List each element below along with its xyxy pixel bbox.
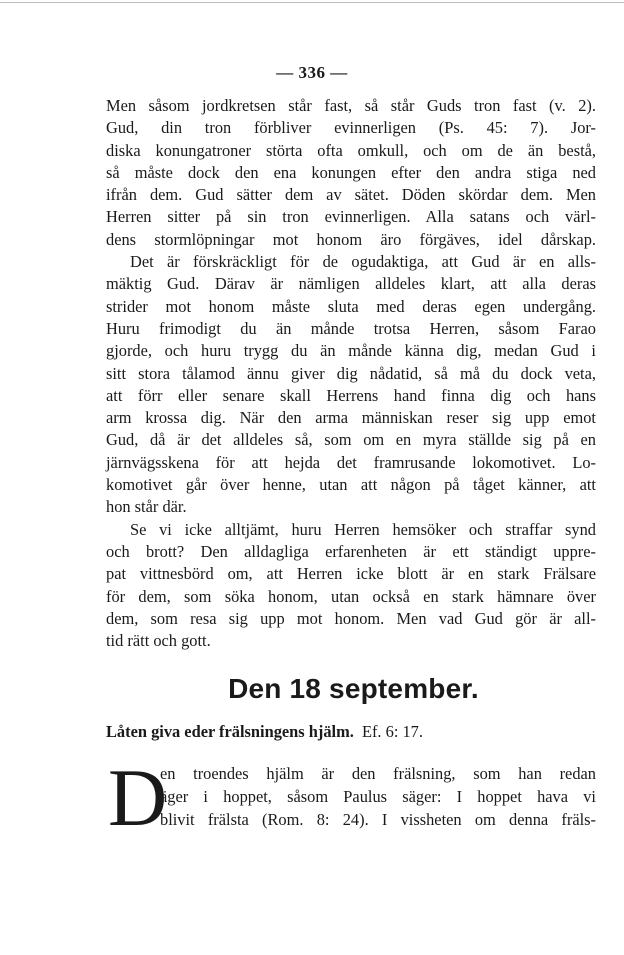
text-line: sitt stora tålamod ännu giver dig nådatid, så må du dock veta, bbox=[106, 363, 596, 383]
text-line: strider mot honom måste sluta med deras egen undergång. bbox=[106, 296, 596, 316]
text-line: Gud, då är det alldeles så, som om en myra ställde sig på en bbox=[106, 430, 596, 450]
text-line: gjorde, och huru trygg du än månde känna dig, medan Gud i bbox=[106, 341, 596, 361]
page-top-edge bbox=[0, 2, 624, 3]
text-line: tid rätt och gott. bbox=[106, 631, 211, 651]
text-line: äger i hoppet, såsom Paulus säger: I hoppet hava vi bbox=[160, 787, 596, 806]
text-line: dem, som resa sig upp mot honom. Men vad Gud gör är all- bbox=[106, 608, 596, 628]
section-heading: Den 18 september. bbox=[228, 673, 479, 704]
text-line: hon står där. bbox=[106, 497, 187, 517]
text-line: att förr eller senare skall Herrens hand finna dig och hans bbox=[106, 385, 596, 405]
text-line: Huru frimodigt du än månde trotsa Herren, såsom Farao bbox=[106, 318, 596, 338]
verse-reference: Ef. 6: 17. bbox=[361, 722, 423, 741]
text-line: för dem, som söka honom, utan också en stark hämnare över bbox=[106, 586, 596, 606]
text-line: arm krossa dig. När den arma människan reser sig upp emot bbox=[106, 408, 596, 428]
scripture-verse bbox=[106, 722, 596, 742]
text-line: diska konungatroner störta ofta omkull, och om de än bestå, bbox=[106, 140, 596, 160]
text-line: pat vittnesbörd om, att Herren icke blott är en stark Frälsare bbox=[106, 564, 596, 584]
page-number: — 336 — bbox=[276, 63, 348, 82]
verse-text: Låten giva eder frälsningens hjälm. bbox=[106, 722, 354, 741]
body-text bbox=[106, 95, 596, 652]
text-line: så måste dock den ena konungen efter den andra stiga ned bbox=[106, 162, 596, 182]
text-line: mäktig Gud. Därav är nämligen alldeles klart, att alla deras bbox=[106, 274, 596, 294]
drop-cap-paragraph bbox=[160, 762, 596, 831]
text-line: ifrån dem. Gud sätter dem av sätet. Döden skördar dem. Men bbox=[106, 185, 596, 205]
text-line: Se vi icke alltjämt, huru Herren hemsöker och straffar synd bbox=[130, 519, 596, 539]
text-line: och brott? Den alldagliga erfarenheten är ett ständigt uppre- bbox=[106, 541, 596, 561]
text-line: komotivet går över henne, utan att någon på tåget känner, att bbox=[106, 475, 596, 495]
text-line: Gud, din tron förbliver evinnerligen (Ps. 45: 7). Jor- bbox=[106, 118, 596, 138]
text-line: Herren sitter på sin tron evinnerligen. Alla satans och värl- bbox=[106, 207, 596, 227]
text-line: Det är förskräckligt för de ogudaktiga, att Gud är en alls- bbox=[130, 252, 596, 272]
text-line: en troendes hjälm är den frälsning, som han redan bbox=[160, 764, 596, 783]
drop-cap: D bbox=[108, 752, 168, 843]
text-line: blivit frälsta (Rom. 8: 24). I vissheten om denna fräls- bbox=[160, 810, 596, 829]
text-line: järnvägsskena för att hejda det framrusande lokomotivet. Lo- bbox=[106, 452, 596, 472]
text-line: Men såsom jordkretsen står fast, så står Guds tron fast (v. 2). bbox=[106, 96, 596, 115]
text-line: dens stormlöpningar mot honom äro förgäves, idel dårskap. bbox=[106, 229, 596, 249]
